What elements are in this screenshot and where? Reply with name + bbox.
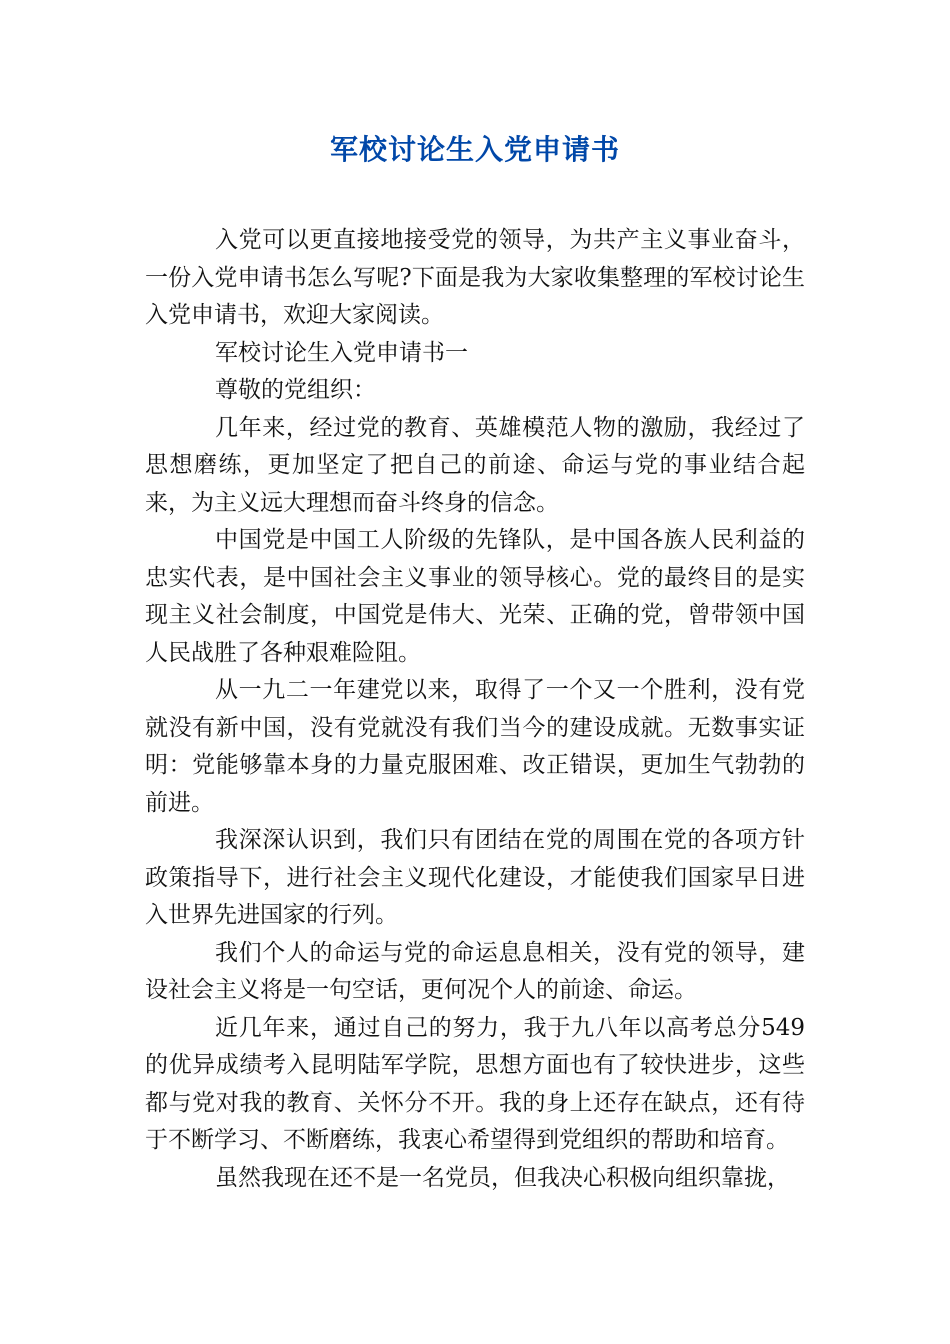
paragraph: 我深深认识到，我们只有团结在党的周围在党的各项方针政策指导下，进行社会主义现代化建设，才能使我们国家早日进入世界先进国家的行列。 [145, 827, 805, 928]
paragraph: 虽然我现在还不是一名党员，但我决心积极向组织靠拢， [215, 1164, 790, 1191]
paragraph: 近几年来，通过自己的努力，我于九八年以高考总分549的优异成绩考入昆明陆军学院，思想方面也有了较快进步，这些都与党对我的教育、关怀分不开。我的身上还存在缺点，还有待于不断学习、不断磨练，我衷心希望得到党组织的帮助和培育。 [145, 1014, 805, 1153]
paragraph: 尊敬的党组织： [215, 377, 376, 403]
paragraph: 中国党是中国工人阶级的先锋队，是中国各族人民利益的忠实代表，是中国社会主义事业的领导核心。党的最终目的是实现主义社会制度，中国党是伟大、光荣、正确的党，曾带领中国人民战胜了各种艰难险阻。 [145, 527, 805, 666]
document-title: 军校讨论生入党申请书 [329, 133, 620, 166]
paragraph: 军校讨论生入党申请书一 [215, 339, 468, 366]
paragraph: 从一九二一年建党以来，取得了一个又一个胜利，没有党就没有新中国，没有党就没有我们当今的建设成就。无数事实证明：党能够靠本身的力量克服困难、改正错误，更加生气勃勃的前进。 [145, 677, 805, 816]
paragraph: 几年来，经过党的教育、英雄模范人物的激励，我经过了思想磨练，更加坚定了把自己的前途、命运与党的事业结合起来，为主义远大理想而奋斗终身的信念。 [145, 414, 805, 516]
paragraph: 我们个人的命运与党的命运息息相关，没有党的领导，建设社会主义将是一句空话，更何况个人的前途、命运。 [145, 939, 805, 1003]
paragraph: 入党可以更直接地接受党的领导，为共产主义事业奋斗，一份入党申请书怎么写呢?下面是我为大家收集整理的军校讨论生入党申请书，欢迎大家阅读。 [145, 227, 805, 328]
document-body [145, 222, 805, 1197]
